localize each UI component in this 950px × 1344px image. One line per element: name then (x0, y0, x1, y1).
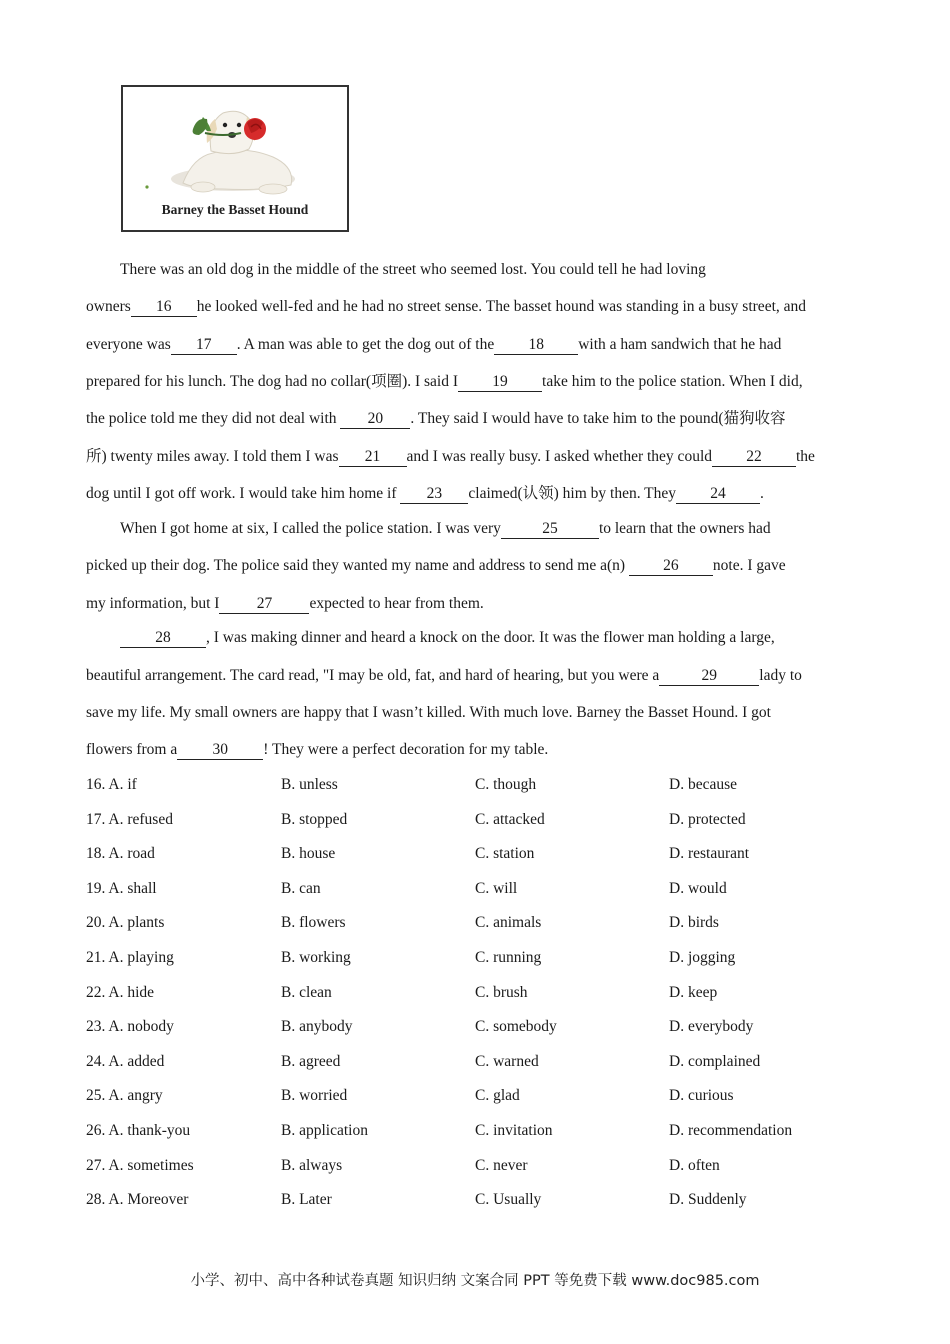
option-c: C. glad (475, 1087, 520, 1105)
option-b: B. unless (281, 776, 338, 793)
option-a: 18. A. road (86, 845, 155, 863)
option-row (86, 843, 866, 865)
blank-17: 17 (171, 336, 237, 355)
passage-line (120, 628, 775, 648)
blank-21: 21 (339, 448, 407, 467)
option-d: D. complained (669, 1052, 761, 1070)
passage-text: 所) twenty miles away. I told them I was (86, 448, 339, 465)
passage-line (86, 703, 771, 723)
blank-28: 28 (120, 629, 206, 648)
option-d: D. everybody (669, 1018, 754, 1036)
blank-24: 24 (676, 485, 760, 504)
option-c: C. animals (475, 914, 542, 932)
option-a: 19. A. shall (86, 879, 157, 897)
passage-line (120, 260, 706, 280)
blank-23: 23 (400, 485, 468, 504)
passage-text: beautiful arrangement. The card read, "I may be old, fat, and hard of hearing, but you were a (86, 667, 660, 684)
passage-text: the (796, 448, 815, 465)
passage-line (86, 740, 548, 760)
passage-text: . A man was able to get the dog out of the (236, 336, 495, 353)
option-row (86, 1016, 866, 1038)
option-a: 27. A. sometimes (86, 1156, 194, 1174)
blank-26: 26 (629, 557, 713, 576)
blank-19: 19 (458, 373, 542, 392)
passage-text: my information, but I (86, 595, 220, 612)
option-a: 20. A. plants (86, 914, 165, 932)
passage-text: prepared for his lunch. The dog had no collar(项圈). I said I (86, 373, 459, 390)
option-a: 23. A. nobody (86, 1018, 174, 1036)
option-c: C. never (475, 1156, 528, 1174)
passage-line (86, 297, 806, 317)
passage-text: flowers from a (86, 741, 178, 758)
passage-text: dog until I got off work. I would take him home if (86, 485, 401, 502)
option-d: D. keep (669, 983, 718, 1001)
option-b: B. agreed (281, 1052, 341, 1070)
passage-line (120, 519, 771, 539)
option-c: C. brush (475, 983, 528, 1001)
dog-illustration (121, 85, 349, 232)
option-d: D. curious (669, 1087, 734, 1105)
passage-text: owners (86, 298, 131, 315)
blank-29: 29 (659, 667, 759, 686)
option-row (86, 1051, 866, 1073)
option-d: D. birds (669, 914, 719, 932)
option-a: 17. A. refused (86, 810, 173, 828)
option-b: B. house (281, 845, 336, 863)
passage-text: and I was really busy. I asked whether they could (406, 448, 712, 465)
passage-text: everyone was (86, 336, 171, 353)
option-c: C. invitation (475, 1122, 553, 1139)
footer-text: 小学、初中、高中各种试卷真题 知识归纳 文案合同 PPT 等免费下载 www.doc985.com (190, 1273, 760, 1289)
option-a: 25. A. angry (86, 1087, 163, 1105)
blank-27: 27 (219, 595, 309, 614)
blank-20: 20 (340, 410, 410, 429)
option-c: C. though (475, 776, 537, 793)
blank-30: 30 (177, 741, 263, 760)
blank-16: 16 (131, 298, 197, 317)
option-b: B. application (281, 1122, 368, 1139)
option-b: B. Later (281, 1191, 332, 1209)
option-c: C. Usually (475, 1191, 542, 1209)
option-a: 24. A. added (86, 1052, 165, 1070)
option-c: C. attacked (475, 810, 545, 828)
passage-line (86, 372, 803, 392)
passage-text: When I got home at six, I called the police station. I was very (120, 520, 501, 537)
option-d: D. often (669, 1156, 720, 1174)
passage-line (86, 666, 802, 686)
option-d: D. jogging (669, 949, 736, 966)
passage-line (86, 447, 815, 467)
option-c: C. warned (475, 1052, 539, 1070)
passage-text: ! They were a perfect decoration for my table. (263, 741, 549, 758)
passage-text: he looked well-fed and he had no street sense. The basset hound was standing in a busy street, and (196, 298, 807, 315)
passage-text: note. I gave (712, 557, 786, 574)
passage-line (86, 556, 786, 576)
option-a: 16. A. if (86, 776, 137, 793)
passage-text: . They said I would have to take him to the pound(猫狗收容 (410, 410, 786, 427)
option-b: B. flowers (281, 914, 346, 932)
option-d: D. protected (669, 810, 746, 828)
passage-text: to learn that the owners had (598, 520, 771, 537)
option-row (86, 774, 866, 796)
option-row (86, 1155, 866, 1177)
option-d: D. because (669, 776, 737, 793)
passage-text: claimed(认领) him by then. They (468, 485, 677, 502)
option-c: C. running (475, 949, 542, 966)
option-row (86, 982, 866, 1004)
passage-text: with a ham sandwich that he had (578, 336, 782, 353)
passage-text: lady to (759, 667, 802, 684)
option-b: B. always (281, 1156, 343, 1174)
option-a: 28. A. Moreover (86, 1191, 189, 1209)
option-c: C. station (475, 845, 535, 863)
passage-line (86, 409, 786, 429)
option-a: 21. A. playing (86, 949, 174, 966)
option-a: 26. A. thank-you (86, 1122, 191, 1139)
option-row (86, 912, 866, 934)
option-b: B. anybody (281, 1018, 353, 1036)
option-d: D. would (669, 879, 727, 897)
option-d: D. recommendation (669, 1122, 793, 1139)
option-row (86, 878, 866, 900)
passage-text: There was an old dog in the middle of the street who seemed lost. You could tell he had loving (120, 261, 706, 278)
passage-line (86, 335, 781, 355)
passage-line (86, 594, 484, 614)
option-c: C. somebody (475, 1018, 557, 1036)
option-d: D. Suddenly (669, 1191, 747, 1209)
option-row (86, 809, 866, 831)
option-b: B. stopped (281, 810, 348, 828)
blank-25: 25 (501, 520, 599, 539)
passage-text: expected to hear from them. (309, 595, 484, 612)
figure-caption: Barney the Basset Hound (161, 202, 309, 217)
option-d: D. restaurant (669, 845, 750, 863)
option-b: B. can (281, 879, 321, 897)
option-b: B. worried (281, 1087, 348, 1105)
passage-text: picked up their dog. The police said they wanted my name and address to send me a(n) (86, 557, 629, 574)
passage-text: , I was making dinner and heard a knock on the door. It was the flower man holding a large, (206, 629, 775, 646)
option-b: B. working (281, 949, 351, 966)
option-row (86, 1189, 866, 1211)
option-row (86, 947, 866, 969)
blank-18: 18 (494, 336, 578, 355)
option-row (86, 1120, 866, 1142)
passage-line (86, 484, 764, 504)
passage-text: save my life. My small owners are happy that I wasn’t killed. With much love. Barney the Basset Hound. I got (86, 704, 771, 721)
passage-text: take him to the police station. When I did, (542, 373, 803, 390)
blank-22: 22 (712, 448, 796, 467)
option-row (86, 1085, 866, 1107)
option-c: C. will (475, 879, 518, 897)
passage-text: . (760, 485, 764, 502)
option-a: 22. A. hide (86, 983, 155, 1001)
passage-text: the police told me they did not deal with (86, 410, 341, 427)
option-b: B. clean (281, 983, 332, 1001)
